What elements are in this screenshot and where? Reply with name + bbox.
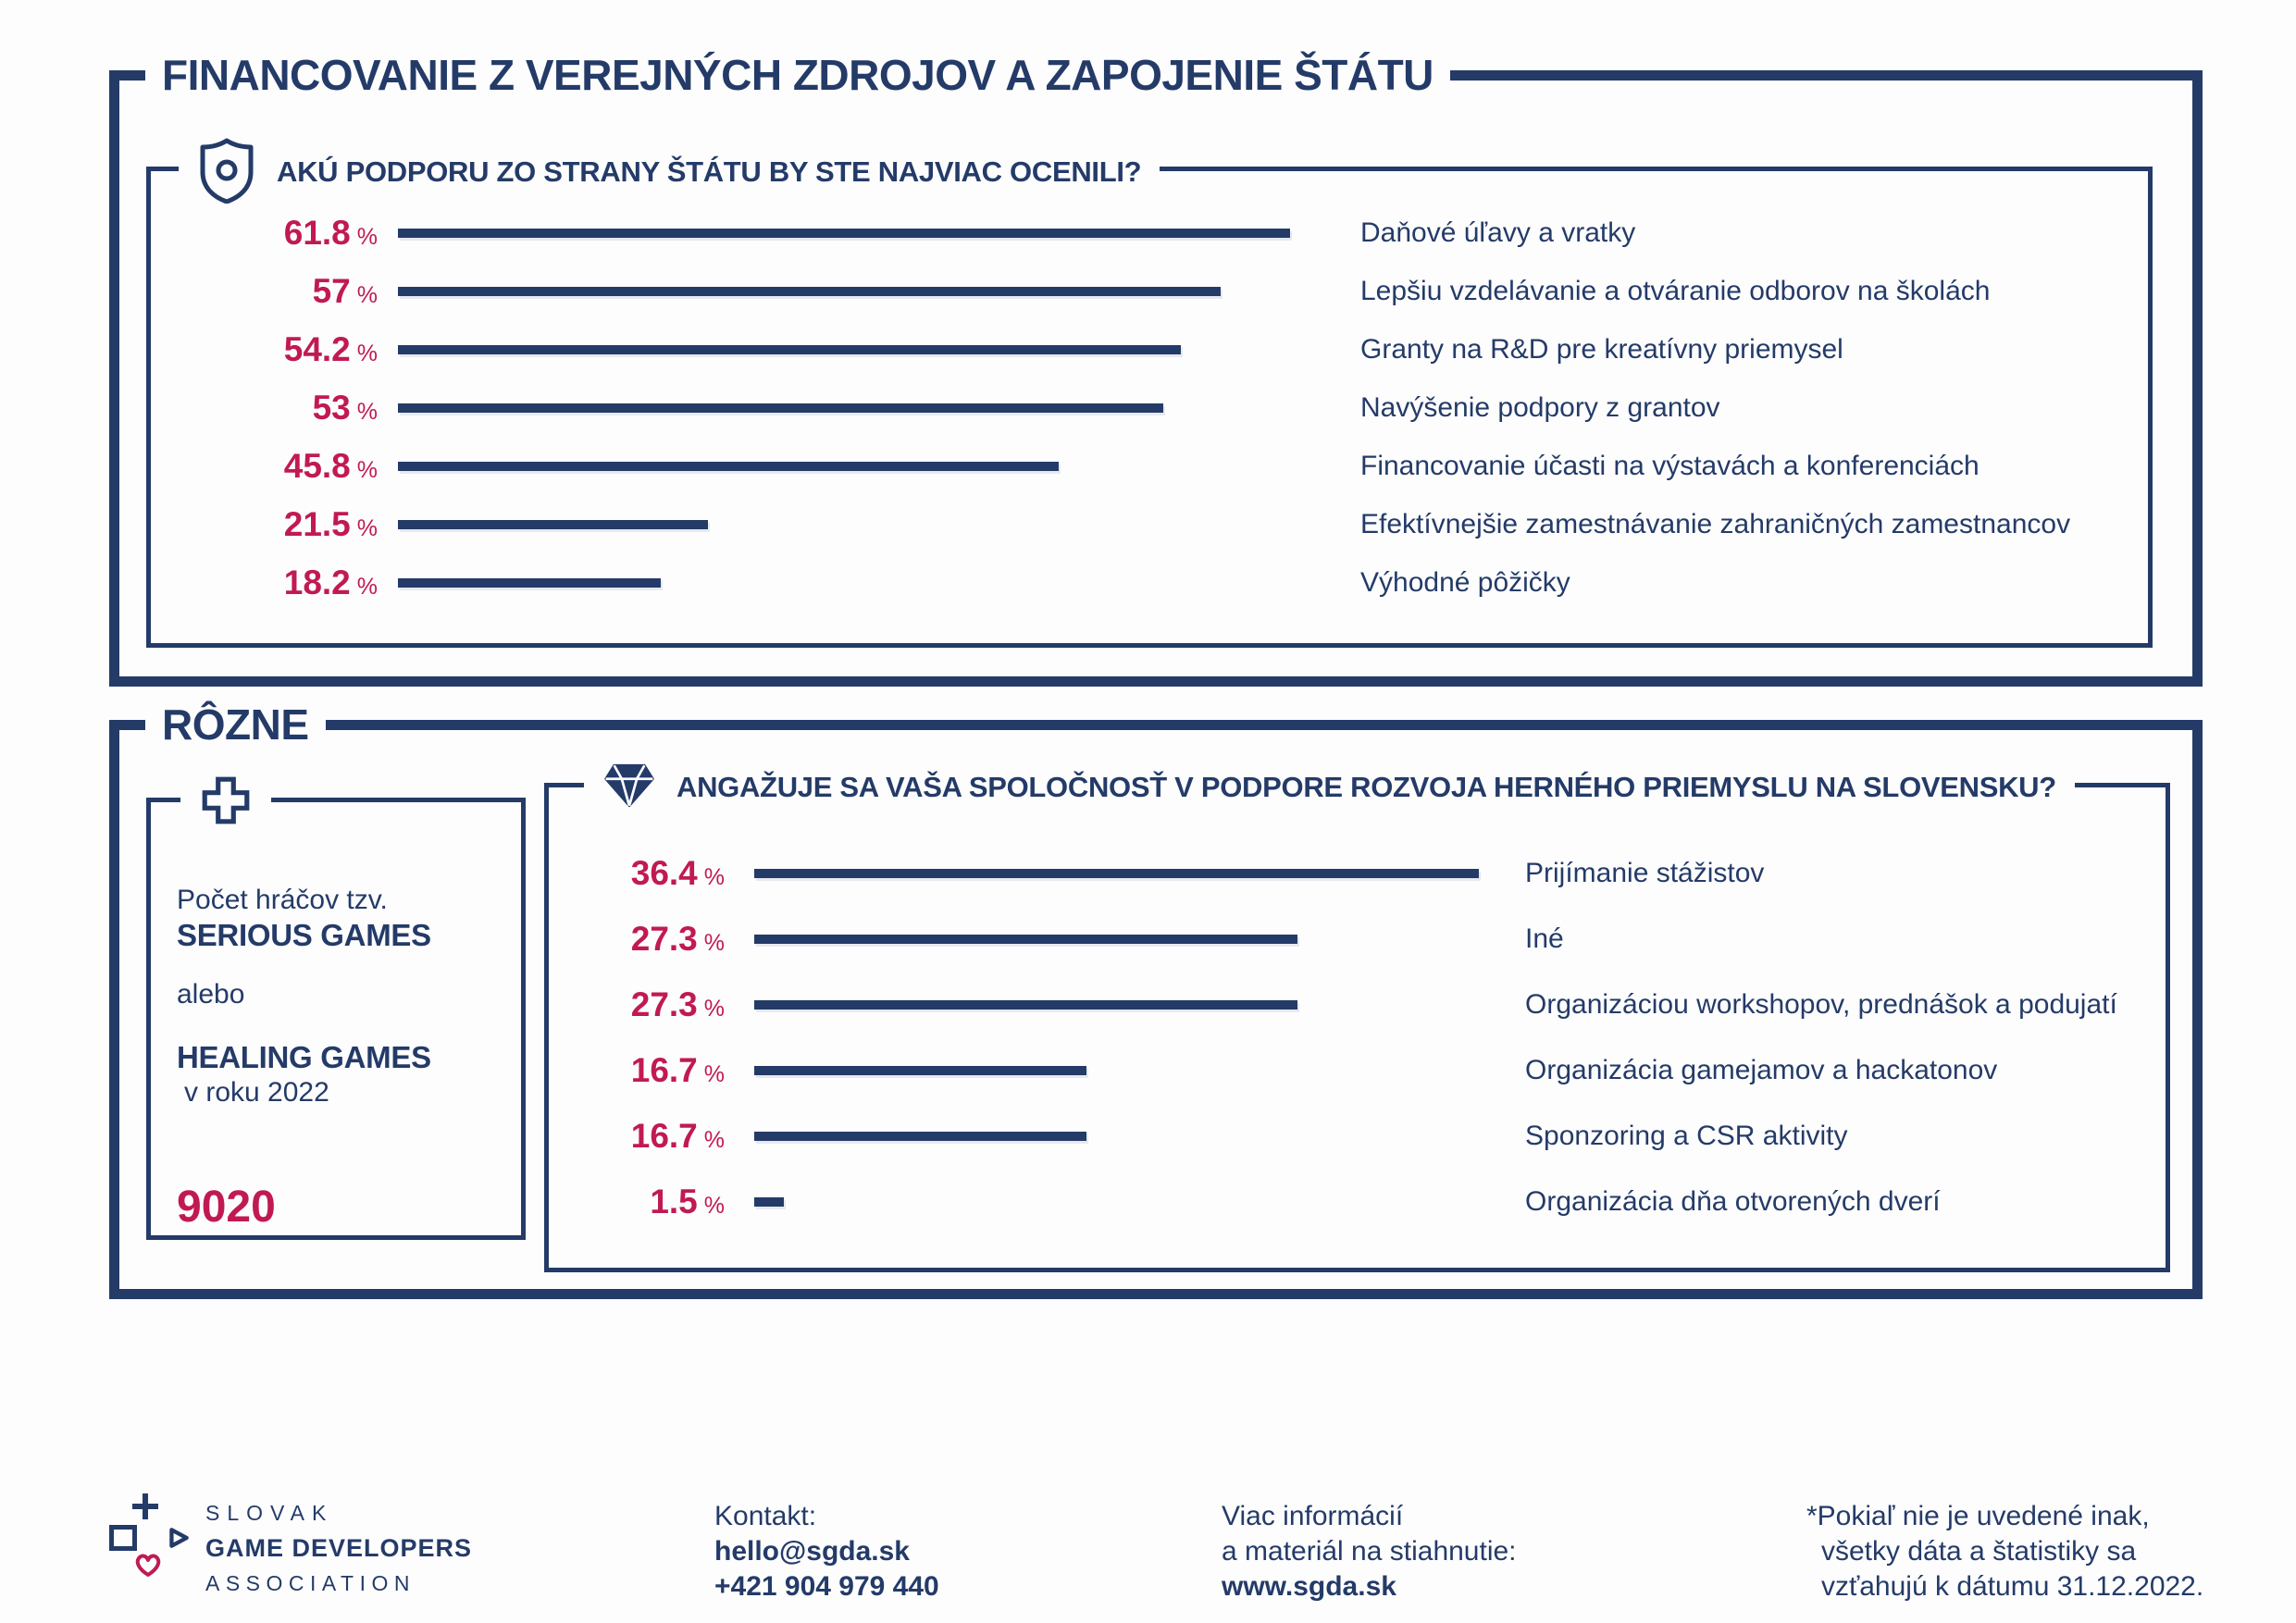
- footnote-line: vzťahujú k dátumu 31.12.2022.: [1821, 1571, 2204, 1602]
- percent-value: 27.3 %: [630, 985, 725, 1023]
- bar-label: Sponzoring a CSR aktivity: [1525, 1120, 1848, 1151]
- stat-line: Počet hráčov tzv.: [177, 885, 388, 915]
- bar-label: Navýšenie podpory z grantov: [1360, 392, 1720, 423]
- chart-row: [151, 564, 2148, 602]
- info-line: a materiál na stiahnutie:: [1222, 1536, 1517, 1567]
- logo-line: ASSOCIATION: [205, 1571, 416, 1595]
- bar: [398, 229, 1290, 238]
- bar-label: Lepšiu vzdelávanie a otváranie odborov na školách: [1360, 276, 1991, 306]
- bar-label: Organizáciou workshopov, prednášok a podujatí: [1525, 988, 2117, 1020]
- serious-games-stat-box: [146, 798, 526, 1240]
- percent-value: 61.8 %: [283, 214, 378, 252]
- bar-label: Výhodné pôžičky: [1360, 567, 1570, 598]
- chart-row: [549, 984, 2166, 1025]
- chart1-rows: [151, 214, 2148, 622]
- chart1-question: AKÚ PODPORU ZO STRANY ŠTÁTU BY STE NAJVIAC OCENILI?: [277, 155, 1142, 188]
- chart-row: [151, 214, 2148, 253]
- percent-value: 16.7 %: [630, 1050, 725, 1089]
- chart-row: [549, 1181, 2166, 1222]
- bar: [754, 1066, 1086, 1075]
- statbox-header: [180, 774, 271, 831]
- section2-title: RÔZNE: [145, 700, 326, 749]
- footnote-line: všetky dáta a štatistiky sa: [1821, 1536, 2137, 1567]
- stat-value: 9020: [177, 1183, 276, 1232]
- bar: [398, 578, 661, 588]
- square-icon: [109, 1525, 137, 1551]
- stat-line-strong: SERIOUS GAMES: [177, 918, 431, 952]
- percent-value: 36.4 %: [630, 853, 725, 892]
- bar-label: Granty na R&D pre kreatívny priemysel: [1360, 334, 1843, 365]
- info-block: [1222, 1499, 1517, 1604]
- chart2-header: [584, 757, 2075, 818]
- footnote-line: *Pokiaľ nie je uvedené inak,: [1806, 1501, 2150, 1531]
- chart-row: [549, 1049, 2166, 1091]
- chart1-box: [146, 155, 2153, 648]
- bar: [754, 869, 1479, 878]
- sgda-logo-text: [205, 1495, 472, 1601]
- shield-target-icon: [197, 137, 256, 208]
- chart-row: [151, 505, 2148, 544]
- percent-value: 57 %: [312, 272, 378, 310]
- chart2-rows: [549, 852, 2166, 1246]
- percent-value: 21.5 %: [283, 505, 378, 543]
- bar: [398, 520, 708, 529]
- percent-value: 1.5 %: [650, 1182, 725, 1220]
- bar: [398, 403, 1163, 413]
- chart-row: [549, 852, 2166, 894]
- percent-value: 16.7 %: [630, 1116, 725, 1155]
- contact-phone: +421 904 979 440: [714, 1571, 939, 1602]
- section-public-financing: [109, 51, 2203, 687]
- info-line: Viac informácií: [1222, 1501, 1404, 1531]
- bar-label: Prijímanie stážistov: [1525, 857, 1765, 888]
- contact-label: Kontakt:: [714, 1501, 817, 1531]
- chart2-question: ANGAŽUJE SA VAŠA SPOLOČNOSŤ V PODPORE ROZVOJA HERNÉHO PRIEMYSLU NA SLOVENSKU?: [676, 771, 2056, 803]
- contact-block: [714, 1499, 939, 1604]
- percent-value: 53 %: [312, 389, 378, 427]
- section-misc: [109, 700, 2203, 1299]
- chart-row: [151, 272, 2148, 311]
- chart2-box: [544, 771, 2170, 1272]
- info-link: www.sgda.sk: [1222, 1571, 1396, 1602]
- stat-line-strong: HEALING GAMES: [177, 1040, 431, 1074]
- play-triangle-icon: [167, 1525, 191, 1560]
- footnote-block: [1806, 1499, 2203, 1604]
- percent-value: 18.2 %: [283, 564, 378, 601]
- chart-row: [549, 1115, 2166, 1157]
- bar-label: Organizácia dňa otvorených dverí: [1525, 1185, 1941, 1217]
- chart1-header: [179, 140, 1160, 204]
- stat-line: v roku 2022: [184, 1077, 329, 1108]
- contact-email: hello@sgda.sk: [714, 1536, 910, 1567]
- chart-row: [151, 389, 2148, 427]
- chart-row: [549, 918, 2166, 960]
- percent-value: 27.3 %: [630, 919, 725, 958]
- bar: [398, 462, 1059, 471]
- bar-label: Financovanie účasti na výstavách a konferenciách: [1360, 451, 1980, 481]
- chart-row: [151, 330, 2148, 369]
- section1-title: FINANCOVANIE Z VEREJNÝCH ZDROJOV A ZAPOJENIE ŠTÁTU: [145, 51, 1450, 99]
- bar: [754, 1000, 1297, 1010]
- bar-label: Iné: [1525, 923, 1564, 954]
- bar: [398, 345, 1181, 354]
- bar: [754, 1132, 1086, 1141]
- bar-label: Daňové úľavy a vratky: [1360, 217, 1636, 248]
- chart-row: [151, 447, 2148, 486]
- logo-line: GAME DEVELOPERS: [205, 1534, 473, 1562]
- bar-label: Organizácia gamejamov a hackatonov: [1525, 1054, 1998, 1085]
- bar-label: Efektívnejšie zamestnávanie zahraničných zamestnancov: [1360, 509, 2071, 539]
- bar: [398, 287, 1221, 296]
- gem-icon: [602, 762, 656, 814]
- percent-value: 54.2 %: [283, 330, 378, 368]
- heart-icon: [133, 1551, 163, 1588]
- sgda-logo: [109, 1492, 211, 1588]
- medical-cross-icon: [199, 774, 253, 832]
- percent-value: 45.8 %: [283, 447, 378, 485]
- logo-line: SLOVAK: [205, 1501, 334, 1525]
- stat-line: alebo: [177, 979, 245, 1010]
- bar: [754, 1197, 784, 1207]
- statbox-content: [151, 802, 521, 1233]
- bar: [754, 935, 1297, 944]
